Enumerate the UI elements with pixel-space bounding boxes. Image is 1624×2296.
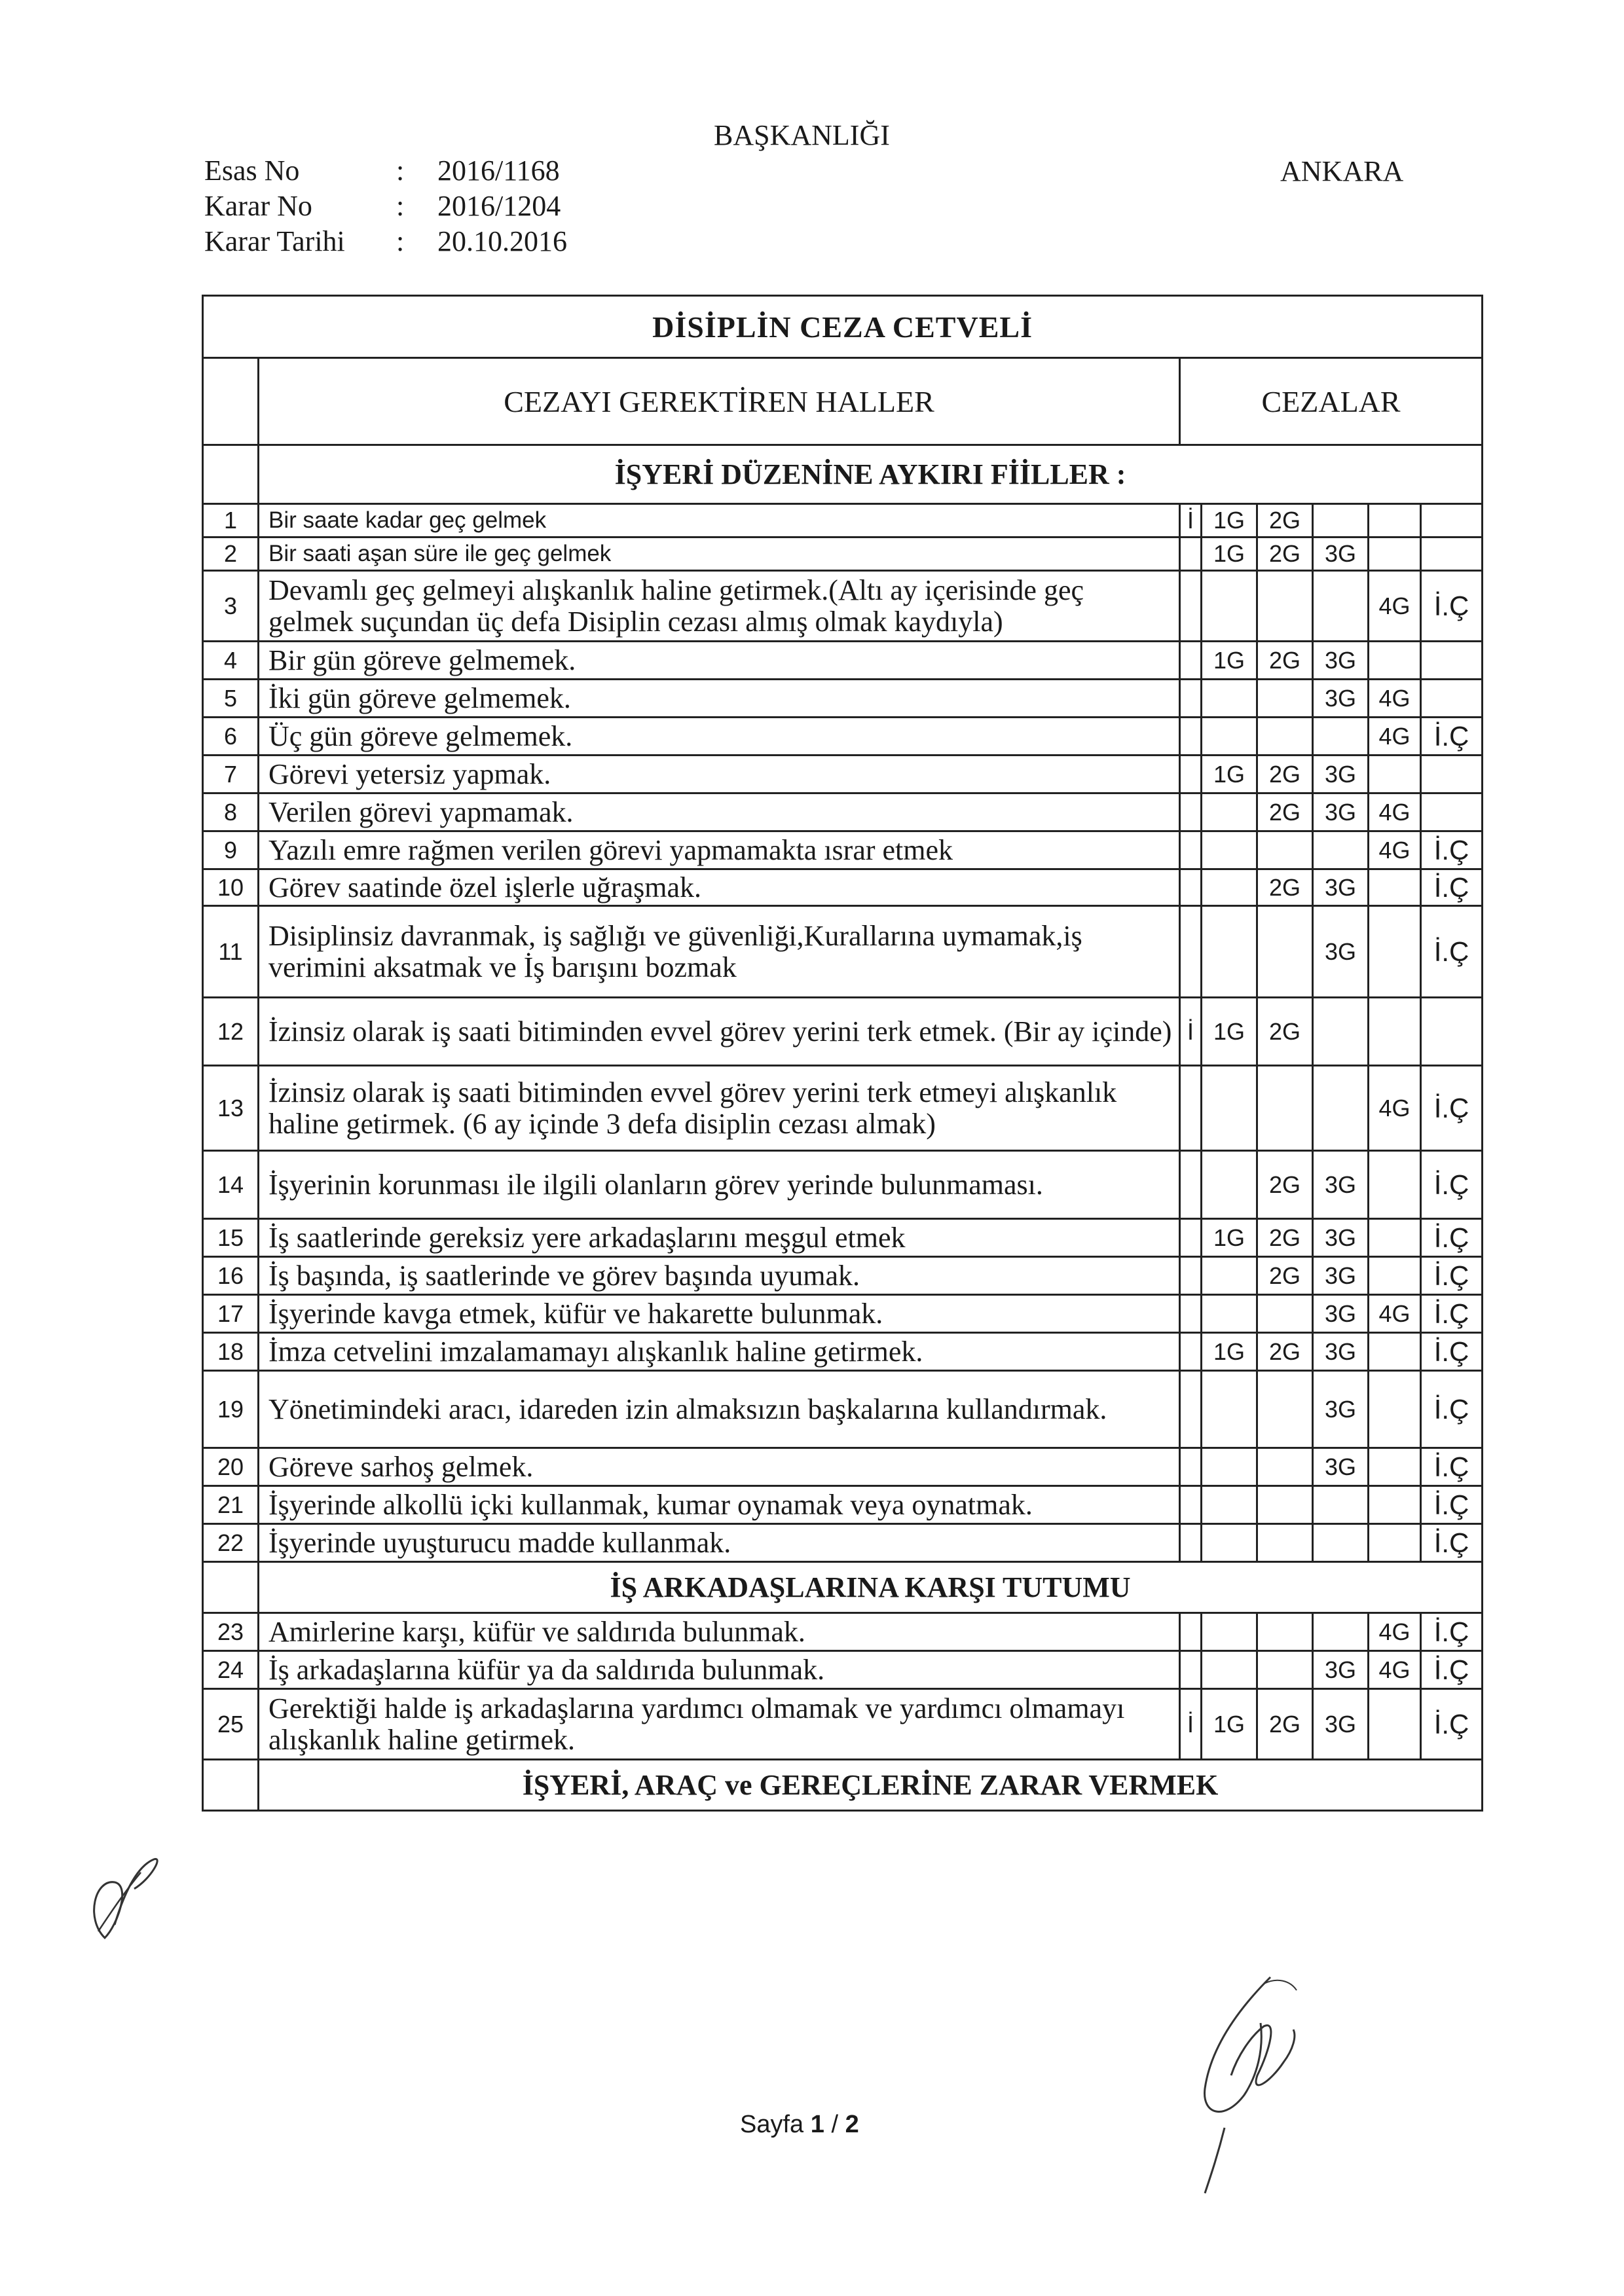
penalty-cell: 1G [1202,642,1257,680]
penalty-cell: 2G [1257,998,1313,1066]
penalty-cell [1369,1151,1421,1219]
penalty-cell [1202,1524,1257,1562]
table-row [203,793,1483,831]
penalty-cell [1257,1448,1313,1486]
penalty-cell [1180,680,1202,718]
penalty-cell [1180,571,1202,642]
table-row [203,1151,1483,1219]
karar-no-value: 2016/1204 [437,190,561,222]
penalty-cell [1257,1371,1313,1448]
penalty-cell: İ.Ç [1421,1613,1483,1651]
penalty-cell: İ.Ç [1421,1371,1483,1448]
penalty-cell [1180,1151,1202,1219]
row-number: 8 [203,793,259,831]
table-row [203,756,1483,793]
penalty-cell: İ.Ç [1421,1448,1483,1486]
penalty-cell: 3G [1313,1371,1369,1448]
penalty-cell [1180,1613,1202,1651]
penalty-cell [1180,718,1202,756]
table-row [203,869,1483,906]
esas-no-sep: : [396,155,405,187]
penalty-cell [1180,756,1202,793]
offense-text: Görevi yetersiz yapmak. [259,756,1180,793]
penalty-cell: 1G [1202,538,1257,571]
penalty-cell: 2G [1257,793,1313,831]
penalty-cell: İ.Ç [1421,1333,1483,1371]
penalty-cell: İ.Ç [1421,1295,1483,1333]
penalty-cell [1257,831,1313,869]
penalty-cell: İ.Ç [1421,1486,1483,1524]
table-row [203,1257,1483,1295]
penalty-cell [1257,906,1313,998]
penalty-cell: İ.Ç [1421,1151,1483,1219]
offense-text: Yazılı emre rağmen verilen görevi yapmamakta ısrar etmek [259,831,1180,869]
karar-tarihi-value: 20.10.2016 [437,225,567,257]
karar-no-sep: : [396,190,405,222]
row-number: 1 [203,504,259,538]
penalty-cell [1313,718,1369,756]
penalty-cell [1369,504,1421,538]
table-row [203,1524,1483,1562]
penalty-cell [1202,906,1257,998]
row-number: 3 [203,571,259,642]
table-row [203,1486,1483,1524]
penalty-cell [1202,1066,1257,1151]
penalty-cell: 2G [1257,869,1313,906]
col-blank [203,358,259,445]
offense-text: İzinsiz olarak iş saati bitiminden evvel görev yerini terk etmeyi alışkanlık haline getirmek. (6 ay içinde 3 defa disiplin cezası almak) [259,1066,1180,1151]
offense-text: Görev saatinde özel işlerle uğraşmak. [259,869,1180,906]
penalty-cell [1313,1486,1369,1524]
karar-tarihi-label: Karar Tarihi [204,225,345,257]
page-footer [740,2111,859,2139]
section-row [203,445,1483,504]
table-row [203,1651,1483,1689]
row-number: 17 [203,1295,259,1333]
penalty-cell: 2G [1257,538,1313,571]
penalty-cell [1202,680,1257,718]
table-row [203,718,1483,756]
penalty-cell [1313,571,1369,642]
penalty-cell [1202,1651,1257,1689]
penalty-cell [1369,869,1421,906]
penalty-cell [1257,1651,1313,1689]
penalty-cell: 1G [1202,1333,1257,1371]
row-number: 2 [203,538,259,571]
penalty-cell [1202,1371,1257,1448]
section-blank-cell [203,1760,259,1811]
row-number: 23 [203,1613,259,1651]
penalty-cell: 3G [1313,793,1369,831]
penalty-cell: İ.Ç [1421,869,1483,906]
karar-no-label: Karar No [204,190,312,222]
penalty-cell: 2G [1257,756,1313,793]
penalty-cell: 3G [1313,1333,1369,1371]
penalty-cell [1180,906,1202,998]
penalty-cell [1202,1486,1257,1524]
penalty-cell: İ.Ç [1421,571,1483,642]
penalty-cell: 4G [1369,718,1421,756]
section-row [203,1760,1483,1811]
penalty-cell [1421,998,1483,1066]
penalty-cell: 3G [1313,1257,1369,1295]
table-row [203,1333,1483,1371]
penalty-cell [1369,906,1421,998]
penalty-cell [1421,642,1483,680]
penalty-cell [1180,1651,1202,1689]
row-number: 10 [203,869,259,906]
row-number: 14 [203,1151,259,1219]
row-number: 18 [203,1333,259,1371]
col-penalties-header: CEZALAR [1180,358,1483,445]
penalty-cell [1369,1219,1421,1257]
row-number: 21 [203,1486,259,1524]
penalty-cell [1313,1613,1369,1651]
offense-text: İşyerinde kavga etmek, küfür ve hakarette bulunmak. [259,1295,1180,1333]
penalty-cell [1313,504,1369,538]
penalty-cell [1180,538,1202,571]
offense-text: Amirlerine karşı, küfür ve saldırıda bulunmak. [259,1613,1180,1651]
section-title: İŞYERİ, ARAÇ ve GEREÇLERİNE ZARAR VERMEK [259,1760,1483,1811]
handwritten-signature [1166,1964,1336,2200]
penalty-cell [1421,504,1483,538]
table-row [203,680,1483,718]
penalty-cell [1421,538,1483,571]
penalty-cell: 1G [1202,1689,1257,1760]
penalty-cell: İ.Ç [1421,1524,1483,1562]
penalty-cell: İ.Ç [1421,718,1483,756]
penalty-cell [1369,1448,1421,1486]
row-number: 6 [203,718,259,756]
penalty-cell: İ.Ç [1421,1066,1483,1151]
offense-text: Disiplinsiz davranmak, iş sağlığı ve güvenliği,Kurallarına uymamak,iş verimini aksatmak ve İş barışını bozmak [259,906,1180,998]
penalty-cell [1369,1524,1421,1562]
penalty-cell [1313,1066,1369,1151]
penalty-cell [1369,642,1421,680]
penalty-cell: 3G [1313,1689,1369,1760]
offense-text: Göreve sarhoş gelmek. [259,1448,1180,1486]
penalty-cell: 4G [1369,1651,1421,1689]
page-current: 1 [810,2111,824,2138]
penalty-cell [1180,831,1202,869]
penalty-cell [1202,718,1257,756]
section-title: İŞYERİ DÜZENİNE AYKIRI FİİLLER : [259,445,1483,504]
penalty-cell [1369,1486,1421,1524]
penalty-cell [1257,1295,1313,1333]
penalty-cell [1257,680,1313,718]
penalty-cell: İ.Ç [1421,1651,1483,1689]
penalty-cell [1257,1486,1313,1524]
penalty-cell [1180,1371,1202,1448]
table-row [203,538,1483,571]
penalty-cell: 3G [1313,1651,1369,1689]
penalty-cell: 2G [1257,1219,1313,1257]
penalty-cell: İ [1180,1689,1202,1760]
penalty-cell [1257,1066,1313,1151]
row-number: 25 [203,1689,259,1760]
offense-text: Bir saate kadar geç gelmek [259,504,1180,538]
table-row [203,1689,1483,1760]
penalty-cell: 1G [1202,1219,1257,1257]
row-number: 5 [203,680,259,718]
offense-text: Bir saati aşan süre ile geç gelmek [259,538,1180,571]
offense-text: Yönetimindeki aracı, idareden izin almaksızın başkalarına kullandırmak. [259,1371,1180,1448]
offense-text: Gerektiği halde iş arkadaşlarına yardımcı olmamak ve yardımcı olmamayı alışkanlık haline getirmek. [259,1689,1180,1760]
row-number: 15 [203,1219,259,1257]
penalty-cell [1180,1219,1202,1257]
penalty-cell [1313,1524,1369,1562]
row-number: 11 [203,906,259,998]
penalty-cell [1202,869,1257,906]
penalty-cell [1369,1257,1421,1295]
penalty-cell [1202,1613,1257,1651]
penalty-cell: 3G [1313,756,1369,793]
esas-no-value: 2016/1168 [437,155,560,187]
offense-text: İş saatlerinde gereksiz yere arkadaşlarını meşgul etmek [259,1219,1180,1257]
penalty-cell: 1G [1202,998,1257,1066]
penalty-cell: İ.Ç [1421,1219,1483,1257]
penalty-cell [1180,1486,1202,1524]
penalty-cell [1180,1333,1202,1371]
offense-text: Bir gün göreve gelmemek. [259,642,1180,680]
city-name: ANKARA [1280,155,1404,187]
penalty-cell: İ.Ç [1421,1257,1483,1295]
page-label: Sayfa [740,2111,804,2138]
penalty-cell [1369,756,1421,793]
offense-text: İşyerinde uyuşturucu madde kullanmak. [259,1524,1180,1562]
penalty-cell [1313,831,1369,869]
table-row [203,1219,1483,1257]
offense-text: Üç gün göreve gelmemek. [259,718,1180,756]
penalty-cell [1257,1613,1313,1651]
row-number: 22 [203,1524,259,1562]
table-row [203,906,1483,998]
table-row [203,831,1483,869]
row-number: 13 [203,1066,259,1151]
section-blank-cell [203,445,259,504]
offense-text: İş arkadaşlarına küfür ya da saldırıda bulunmak. [259,1651,1180,1689]
row-number: 16 [203,1257,259,1295]
penalty-cell [1202,1448,1257,1486]
penalty-cell [1257,1524,1313,1562]
karar-tarihi-sep: : [396,225,405,257]
penalty-cell [1202,793,1257,831]
penalty-cell [1313,998,1369,1066]
penalty-cell: 3G [1313,680,1369,718]
penalty-cell: 4G [1369,1295,1421,1333]
table-row [203,571,1483,642]
penalty-cell: 2G [1257,1333,1313,1371]
esas-no-label: Esas No [204,155,300,187]
penalty-cell: İ.Ç [1421,831,1483,869]
penalty-cell [1180,1257,1202,1295]
row-number: 7 [203,756,259,793]
penalty-cell [1369,1333,1421,1371]
penalty-cell [1180,1066,1202,1151]
table-row [203,1295,1483,1333]
penalty-cell: 4G [1369,680,1421,718]
penalty-cell [1180,642,1202,680]
penalty-cell: 3G [1313,869,1369,906]
table-row [203,504,1483,538]
penalty-cell [1180,1524,1202,1562]
penalty-cell: 4G [1369,571,1421,642]
handwritten-initials [79,1853,170,1951]
penalty-cell: 2G [1257,1257,1313,1295]
penalty-cell: 1G [1202,504,1257,538]
row-number: 12 [203,998,259,1066]
penalty-cell: 4G [1369,793,1421,831]
offense-text: İşyerinde alkollü içki kullanmak, kumar oynamak veya oynatmak. [259,1486,1180,1524]
penalty-table [202,295,1483,1812]
penalty-cell: İ.Ç [1421,1689,1483,1760]
penalty-cell: 3G [1313,1448,1369,1486]
penalty-cell: 2G [1257,1151,1313,1219]
penalty-cell: İ [1180,504,1202,538]
page-sep: / [831,2111,838,2138]
penalty-cell [1421,756,1483,793]
offense-text: İşyerinin korunması ile ilgili olanların görev yerinde bulunmaması. [259,1151,1180,1219]
penalty-cell: 2G [1257,1689,1313,1760]
penalty-cell [1369,998,1421,1066]
penalty-cell: 1G [1202,756,1257,793]
penalty-cell: 3G [1313,1219,1369,1257]
offense-text: Devamlı geç gelmeyi alışkanlık haline getirmek.(Altı ay içerisinde geç gelmek suçundan üç defa Disiplin cezası almış olmak kaydıyla) [259,571,1180,642]
penalty-cell: 3G [1313,1295,1369,1333]
penalty-cell: 3G [1313,538,1369,571]
section-blank-cell [203,1562,259,1613]
row-number: 24 [203,1651,259,1689]
penalty-cell: 4G [1369,1066,1421,1151]
penalty-cell [1369,1689,1421,1760]
penalty-cell [1421,680,1483,718]
penalty-cell: 3G [1313,906,1369,998]
penalty-cell [1202,1151,1257,1219]
row-number: 20 [203,1448,259,1486]
penalty-cell [1180,1448,1202,1486]
row-number: 19 [203,1371,259,1448]
penalty-cell [1180,1295,1202,1333]
table-row [203,1448,1483,1486]
penalty-cell [1257,571,1313,642]
col-offense-header: CEZAYI GEREKTİREN HALLER [259,358,1180,445]
penalty-cell [1180,793,1202,831]
table-row [203,1371,1483,1448]
offense-text: İki gün göreve gelmemek. [259,680,1180,718]
page-total: 2 [845,2111,859,2138]
row-number: 9 [203,831,259,869]
section-title: İŞ ARKADAŞLARINA KARŞI TUTUMU [259,1562,1483,1613]
offense-text: İzinsiz olarak iş saati bitiminden evvel görev yerini terk etmek. (Bir ay içinde) [259,998,1180,1066]
table-row [203,642,1483,680]
table-row [203,1613,1483,1651]
penalty-cell: İ.Ç [1421,906,1483,998]
office-title: BAŞKANLIĞI [714,119,890,151]
penalty-cell: 3G [1313,642,1369,680]
row-number: 4 [203,642,259,680]
penalty-cell [1369,1371,1421,1448]
penalty-cell: 3G [1313,1151,1369,1219]
table-row [203,1066,1483,1151]
penalty-cell: 2G [1257,642,1313,680]
penalty-cell [1202,1257,1257,1295]
penalty-cell [1257,718,1313,756]
penalty-cell: 2G [1257,504,1313,538]
penalty-cell: İ [1180,998,1202,1066]
offense-text: İmza cetvelini imzalamamayı alışkanlık haline getirmek. [259,1333,1180,1371]
offense-text: İş başında, iş saatlerinde ve görev başında uyumak. [259,1257,1180,1295]
penalty-cell [1202,831,1257,869]
penalty-cell [1421,793,1483,831]
penalty-cell [1202,571,1257,642]
penalty-cell [1202,1295,1257,1333]
penalty-cell: 4G [1369,1613,1421,1651]
table-row [203,998,1483,1066]
offense-text: Verilen görevi yapmamak. [259,793,1180,831]
penalty-cell [1369,538,1421,571]
penalty-cell: 4G [1369,831,1421,869]
table-title: DİSİPLİN CEZA CETVELİ [203,296,1483,358]
section-row [203,1562,1483,1613]
penalty-cell [1180,869,1202,906]
